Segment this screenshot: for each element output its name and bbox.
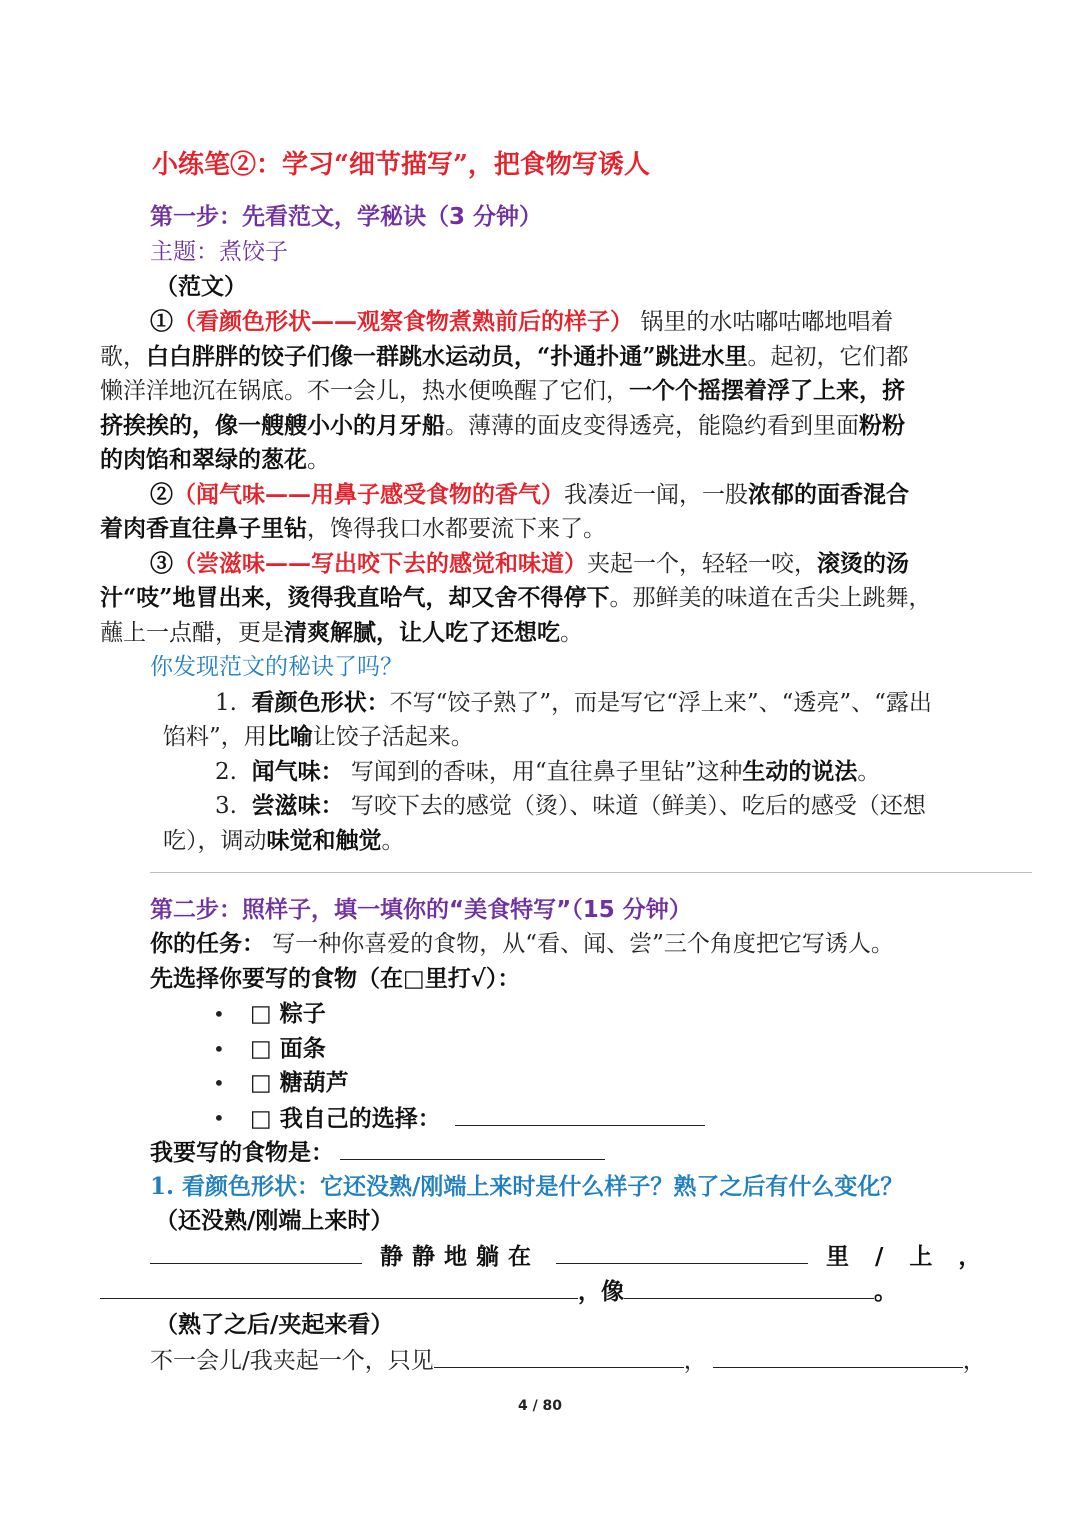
text-run: 闻气味： bbox=[251, 758, 344, 785]
step1-heading: 第一步：先看范文，学秘诀（3 分钟） bbox=[150, 204, 543, 230]
text-run: 。 bbox=[307, 447, 330, 473]
para1-heading: （看颜色形状——观察食物煮熟前后的样子） bbox=[173, 308, 633, 335]
text-run: 浓郁的面香混合 bbox=[748, 481, 909, 508]
fill-line-3-start: 不一会儿/我夹起一个，只见 bbox=[150, 1348, 434, 1374]
topic: 主题：煮饺子 bbox=[150, 239, 288, 265]
bullet-icon: • bbox=[213, 1071, 225, 1095]
text-run: 。 bbox=[560, 620, 583, 646]
after-label: （熟了之后/夹起来看） bbox=[155, 1311, 394, 1338]
food-line bbox=[150, 1135, 605, 1170]
para1-line1-text: 锅里的水咕嘟咕嘟地唱着 bbox=[640, 309, 894, 335]
para2-number: ② bbox=[150, 481, 173, 508]
para2-heading: （闻气味——用鼻子感受食物的香气） bbox=[173, 481, 564, 508]
text-run: 夹起一个，轻轻一咬， bbox=[587, 551, 817, 577]
para1-number: ① bbox=[150, 308, 173, 335]
tip-3-text bbox=[252, 793, 926, 819]
para1-line5 bbox=[100, 443, 330, 477]
tip-2-text bbox=[252, 759, 881, 785]
text-run: 挤挨挨的，像一艘艘小小的月牙船 bbox=[100, 412, 445, 439]
tip-1-text bbox=[252, 690, 932, 716]
food-blank[interactable] bbox=[340, 1135, 605, 1160]
option-tanghulu[interactable]: □ 糖葫芦 bbox=[250, 1069, 349, 1096]
para3-number: ③ bbox=[150, 550, 173, 577]
question-1: 1. 看颜色形状：它还没熟/刚端上来时是什么样子？熟了之后有什么变化？ bbox=[150, 1173, 904, 1200]
option-zongzi[interactable]: □ 粽子 bbox=[250, 1000, 326, 1027]
text-run: 滚烫的汤 bbox=[817, 550, 909, 577]
text-run: 着肉香直往鼻子里钻 bbox=[100, 515, 307, 542]
tip-1-line2 bbox=[163, 720, 474, 754]
para1-line2 bbox=[100, 340, 908, 374]
text-run: 汁“吱”地冒出来，烫得我直哈气，却又舍不得停下 bbox=[100, 584, 610, 611]
fill-line-1-mid: 静静地躺在 bbox=[380, 1243, 540, 1270]
sample-label: （范文） bbox=[155, 273, 247, 300]
text-run: 味觉和触觉 bbox=[266, 827, 382, 854]
text-run: 写闻到的香味，用“直往鼻子里钻”这种 bbox=[343, 759, 743, 785]
text-run: 尝滋味： bbox=[251, 792, 344, 819]
text-run: 让饺子活起来。 bbox=[312, 724, 474, 750]
fill-line-1 bbox=[150, 1239, 991, 1274]
para1-line3 bbox=[100, 374, 905, 408]
page-title: 小练笔②：学习“细节描写”，把食物写诱人 bbox=[152, 150, 650, 180]
para1-line4 bbox=[100, 409, 905, 443]
option-own-choice[interactable] bbox=[250, 1101, 705, 1136]
para2-line1 bbox=[150, 478, 909, 512]
secret-question: 你发现范文的秘诀了吗？ bbox=[150, 654, 403, 680]
text-run: 歌， bbox=[100, 344, 146, 370]
option-own-choice-label: □ 我自己的选择： bbox=[250, 1105, 441, 1132]
tip-2-line1 bbox=[215, 755, 880, 789]
text-run: 生动的说法 bbox=[742, 758, 858, 785]
tip-3-line1 bbox=[215, 789, 926, 823]
fill-line-2 bbox=[100, 1274, 897, 1309]
fill-blank-1[interactable] bbox=[150, 1239, 362, 1264]
text-run: 。那鲜美的味道在舌尖上跳舞， bbox=[609, 585, 932, 611]
text-run: 。薄薄的面皮变得透亮，能隐约看到里面 bbox=[445, 413, 859, 439]
para2-line2 bbox=[100, 512, 606, 546]
text-run: 不写“饺子熟了”，而是写它“浮上来”、“透亮”、“露出 bbox=[389, 690, 932, 716]
fill-blank-2[interactable] bbox=[556, 1239, 808, 1264]
fill-blank-5[interactable] bbox=[434, 1343, 684, 1368]
text-run: 吃），调动 bbox=[163, 828, 267, 854]
bullet-icon: • bbox=[213, 1037, 225, 1061]
page-number: 4 / 80 bbox=[517, 1398, 563, 1414]
food-label: 我要写的食物是： bbox=[150, 1139, 334, 1166]
para3-line2 bbox=[100, 581, 931, 615]
text-run: 写咬下去的感觉（烫）、味道（鲜美）、吃后的感受（还想 bbox=[343, 793, 926, 819]
text-run: ，馋得我口水都要流下来了。 bbox=[307, 516, 606, 542]
para1-line1 bbox=[150, 305, 893, 339]
fill-line-3-end: ， bbox=[962, 1348, 986, 1374]
option-noodles[interactable]: □ 面条 bbox=[250, 1035, 326, 1062]
before-label: （还没熟/刚端上来时） bbox=[155, 1207, 394, 1234]
fill-blank-4[interactable] bbox=[624, 1274, 874, 1299]
fill-line-3 bbox=[150, 1343, 986, 1378]
text-run: 。起初，它们都 bbox=[747, 344, 909, 370]
text-run: 一个个摇摆着浮了上来，挤 bbox=[629, 377, 905, 404]
fill-line-1-end: 里 / 上 ， bbox=[826, 1243, 991, 1270]
text-run: 。 bbox=[857, 759, 881, 785]
para3-line1 bbox=[150, 547, 909, 581]
section-divider bbox=[150, 872, 1032, 873]
text-run: 的肉馅和翠绿的葱花 bbox=[100, 446, 307, 473]
text-run: 白白胖胖的饺子们像一群跳水运动员，“扑通扑通”跳进水里 bbox=[146, 343, 748, 370]
bullet-icon: • bbox=[213, 1002, 225, 1026]
text-run: 看颜色形状： bbox=[251, 689, 390, 716]
task-line bbox=[150, 927, 894, 961]
text-run: 。 bbox=[381, 828, 405, 854]
text-run: 粉粉 bbox=[859, 412, 905, 439]
fill-line-2-end: 。 bbox=[874, 1278, 897, 1305]
step2-heading: 第二步：照样子，填一填你的“美食特写”（15 分钟） bbox=[150, 897, 692, 923]
bullet-icon: • bbox=[213, 1106, 225, 1130]
text-run: 蘸上一点醋，更是 bbox=[100, 620, 284, 646]
fill-line-3-comma: ， bbox=[683, 1348, 707, 1374]
task-label: 你的任务： bbox=[150, 930, 265, 957]
tip-3-line2 bbox=[163, 824, 405, 858]
para2-line1-text bbox=[564, 482, 909, 508]
tip-3-number: 3. bbox=[215, 793, 237, 819]
tip-1-number: 1. bbox=[215, 690, 237, 716]
text-run: 懒洋洋地沉在锅底。不一会儿，热水便唤醒了它们， bbox=[100, 378, 629, 404]
para3-line1-text bbox=[587, 551, 909, 577]
fill-blank-6[interactable] bbox=[713, 1343, 963, 1368]
text-run: 比喻 bbox=[266, 723, 313, 750]
fill-line-2-comma: ，像 bbox=[578, 1278, 624, 1305]
tip-2-number: 2. bbox=[215, 759, 237, 785]
text-run: 清爽解腻，让人吃了还想吃 bbox=[284, 619, 560, 646]
fill-blank-3[interactable] bbox=[100, 1274, 578, 1299]
task-text: 写一种你喜爱的食物，从“看、闻、尝”三个角度把它写诱人。 bbox=[265, 931, 894, 957]
para3-line3 bbox=[100, 616, 583, 650]
para3-heading: （尝滋味——写出咬下去的感觉和味道） bbox=[173, 550, 587, 577]
own-choice-blank[interactable] bbox=[455, 1101, 705, 1126]
tip-1-line1 bbox=[215, 686, 932, 720]
text-run: 我凑近一闻，一股 bbox=[564, 482, 748, 508]
text-run: 馅料”，用 bbox=[163, 724, 267, 750]
choose-instruction: 先选择你要写的食物（在□里打√）： bbox=[150, 965, 521, 992]
